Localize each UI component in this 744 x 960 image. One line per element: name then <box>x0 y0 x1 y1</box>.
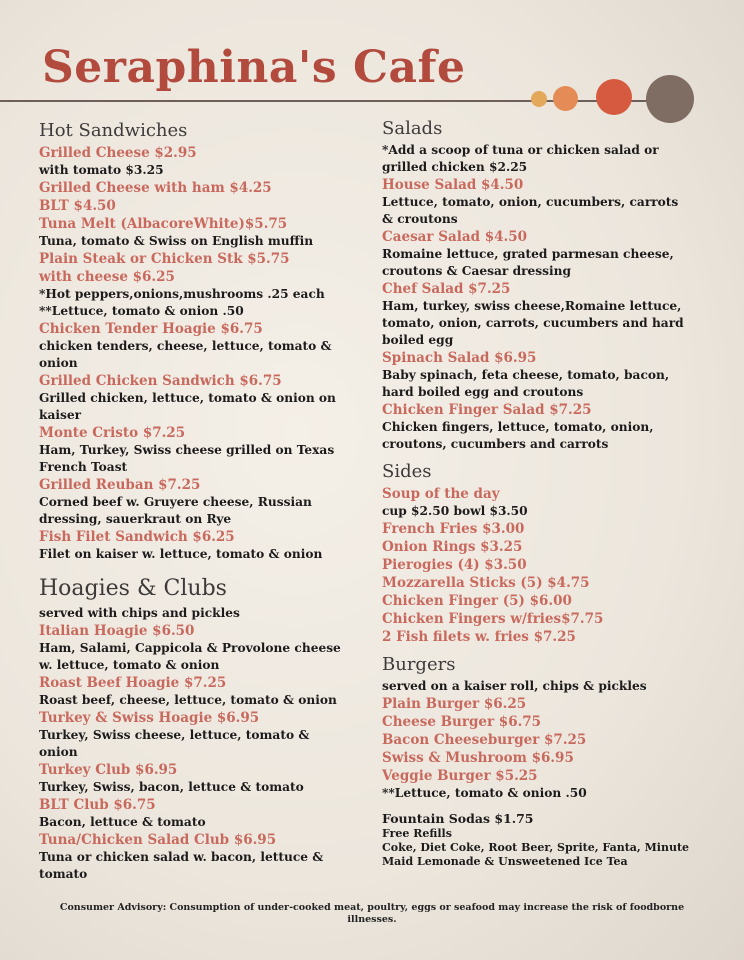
section-heading: Hoagies & Clubs <box>39 576 227 601</box>
menu-item: Caesar Salad $4.50 <box>382 229 528 245</box>
menu-item: Italian Hoagie $6.50 <box>39 623 195 639</box>
item-description: Corned beef w. Gruyere cheese, Russian <box>39 495 312 509</box>
item-description: Lettuce, tomato, onion, cucumbers, carrots <box>382 195 679 209</box>
item-description: croutons, cucumbers and carrots <box>382 437 609 451</box>
item-description: Filet on kaiser w. lettuce, tomato & onion <box>39 547 323 561</box>
item-description: Roast beef, cheese, lettuce, tomato & onion <box>39 693 337 707</box>
menu-item: Chef Salad $7.25 <box>382 281 511 297</box>
menu-item: Monte Cristo $7.25 <box>39 425 186 441</box>
menu-item: with cheese $6.25 <box>39 269 175 285</box>
menu-item: Roast Beef Hoagie $7.25 <box>39 675 227 691</box>
section-hoagies-clubs <box>39 575 359 883</box>
menu-item: Spinach Salad $6.95 <box>382 350 537 366</box>
section-burgers <box>382 654 722 802</box>
menu-item: Turkey & Swiss Hoagie $6.95 <box>39 710 260 726</box>
item-description: boiled egg <box>382 333 454 347</box>
item-description: Tuna or chicken salad w. bacon, lettuce & <box>39 850 324 864</box>
menu-item: House Salad $4.50 <box>382 177 524 193</box>
decor-dot <box>646 75 694 123</box>
item-description: Free Refills <box>382 827 452 840</box>
item-description: with tomato $3.25 <box>39 163 164 177</box>
menu-item: Chicken Fingers w/fries$7.75 <box>382 611 604 627</box>
item-description: Maid Lemonade & Unsweetened Ice Tea <box>382 855 628 868</box>
item-description: Tuna, tomato & Swiss on English muffin <box>39 234 314 248</box>
menu-item: Tuna Melt (AlbacoreWhite)$5.75 <box>39 216 288 232</box>
item-description: Romaine lettuce, grated parmesan cheese, <box>382 247 674 261</box>
item-description: Ham, turkey, swiss cheese,Romaine lettuce, <box>382 299 682 313</box>
menu-item: Onion Rings $3.25 <box>382 539 523 555</box>
menu-item: Grilled Chicken Sandwich $6.75 <box>39 373 282 389</box>
menu-item: Bacon Cheeseburger $7.25 <box>382 732 587 748</box>
section-drinks <box>382 810 722 869</box>
item-description: Ham, Turkey, Swiss cheese grilled on Texas <box>39 443 335 457</box>
item-description: served on a kaiser roll, chips & pickles <box>382 679 647 693</box>
decor-dot <box>531 91 547 107</box>
consumer-advisory: Consumer Advisory: Consumption of under-cooked meat, poultry, eggs or seafood may increase the risk of foodborne illnesses. <box>59 902 685 925</box>
menu-item: Swiss & Mushroom $6.95 <box>382 750 574 766</box>
item-description: **Lettuce, tomato & onion .50 <box>382 786 587 800</box>
menu-item: Turkey Club $6.95 <box>39 762 178 778</box>
right-column <box>382 118 722 869</box>
item-description: dressing, sauerkraut on Rye <box>39 512 232 526</box>
menu-item: French Fries $3.00 <box>382 521 525 537</box>
item-description: Ham, Salami, Cappicola & Provolone cheese <box>39 641 341 655</box>
menu-item: Chicken Finger (5) $6.00 <box>382 593 572 609</box>
left-column <box>39 120 359 883</box>
item-description: tomato <box>39 867 88 881</box>
item-description: French Toast <box>39 460 128 474</box>
item-description: Baby spinach, feta cheese, tomato, bacon, <box>382 368 670 382</box>
item-description: *Add a scoop of tuna or chicken salad or <box>382 143 659 157</box>
section-salads <box>382 118 722 453</box>
item-description: **Lettuce, tomato & onion .50 <box>39 304 244 318</box>
cafe-title: Seraphina's Cafe <box>42 42 466 93</box>
menu-item: Pierogies (4) $3.50 <box>382 557 527 573</box>
item-description: grilled chicken $2.25 <box>382 160 528 174</box>
section-heading: Hot Sandwiches <box>39 120 188 141</box>
item-description: Coke, Diet Coke, Root Beer, Sprite, Fanta, Minute <box>382 841 690 854</box>
item-description: Grilled chicken, lettuce, tomato & onion on <box>39 391 336 405</box>
menu-item: Soup of the day <box>382 486 500 502</box>
menu-item: Chicken Finger Salad $7.25 <box>382 402 592 418</box>
section-heading: Sides <box>382 461 432 482</box>
item-description: w. lettuce, tomato & onion <box>39 658 220 672</box>
menu-item: 2 Fish filets w. fries $7.25 <box>382 629 576 645</box>
item-description: tomato, onion, carrots, cucumbers and hard <box>382 316 684 330</box>
item-description: Turkey, Swiss, bacon, lettuce & tomato <box>39 780 304 794</box>
item-description: kaiser <box>39 408 82 422</box>
item-description: hard boiled egg and croutons <box>382 385 584 399</box>
menu-item: Fish Filet Sandwich $6.25 <box>39 529 235 545</box>
section-sides <box>382 461 722 646</box>
item-description: cup $2.50 bowl $3.50 <box>382 504 528 518</box>
item-description: & croutons <box>382 212 458 226</box>
decor-dot <box>596 79 632 115</box>
section-hot-sandwiches <box>39 120 359 563</box>
menu-item: Veggie Burger $5.25 <box>382 768 538 784</box>
menu-item: Chicken Tender Hoagie $6.75 <box>39 321 263 337</box>
item-description: croutons & Caesar dressing <box>382 264 572 278</box>
menu-item: Grilled Cheese with ham $4.25 <box>39 180 272 196</box>
menu-item: Plain Steak or Chicken Stk $5.75 <box>39 251 290 267</box>
item-description: chicken tenders, cheese, lettuce, tomato & <box>39 339 332 353</box>
item-description: Chicken fingers, lettuce, tomato, onion, <box>382 420 654 434</box>
item-description: Bacon, lettuce & tomato <box>39 815 206 829</box>
item-description: *Hot peppers,onions,mushrooms .25 each <box>39 287 325 301</box>
menu-item: Tuna/Chicken Salad Club $6.95 <box>39 832 277 848</box>
menu-item: BLT $4.50 <box>39 198 116 214</box>
menu-item: Grilled Cheese $2.95 <box>39 145 197 161</box>
drinks-heading: Fountain Sodas $1.75 <box>382 811 534 826</box>
menu-item: Mozzarella Sticks (5) $4.75 <box>382 575 590 591</box>
section-heading: Salads <box>382 118 443 139</box>
decor-dot <box>553 86 578 111</box>
item-description: onion <box>39 745 78 759</box>
menu-item: Plain Burger $6.25 <box>382 696 527 712</box>
menu-item: Grilled Reuban $7.25 <box>39 477 201 493</box>
item-description: served with chips and pickles <box>39 606 240 620</box>
item-description: onion <box>39 356 78 370</box>
menu-item: Cheese Burger $6.75 <box>382 714 542 730</box>
item-description: Turkey, Swiss cheese, lettuce, tomato & <box>39 728 310 742</box>
section-heading: Burgers <box>382 654 456 675</box>
menu-item: BLT Club $6.75 <box>39 797 156 813</box>
